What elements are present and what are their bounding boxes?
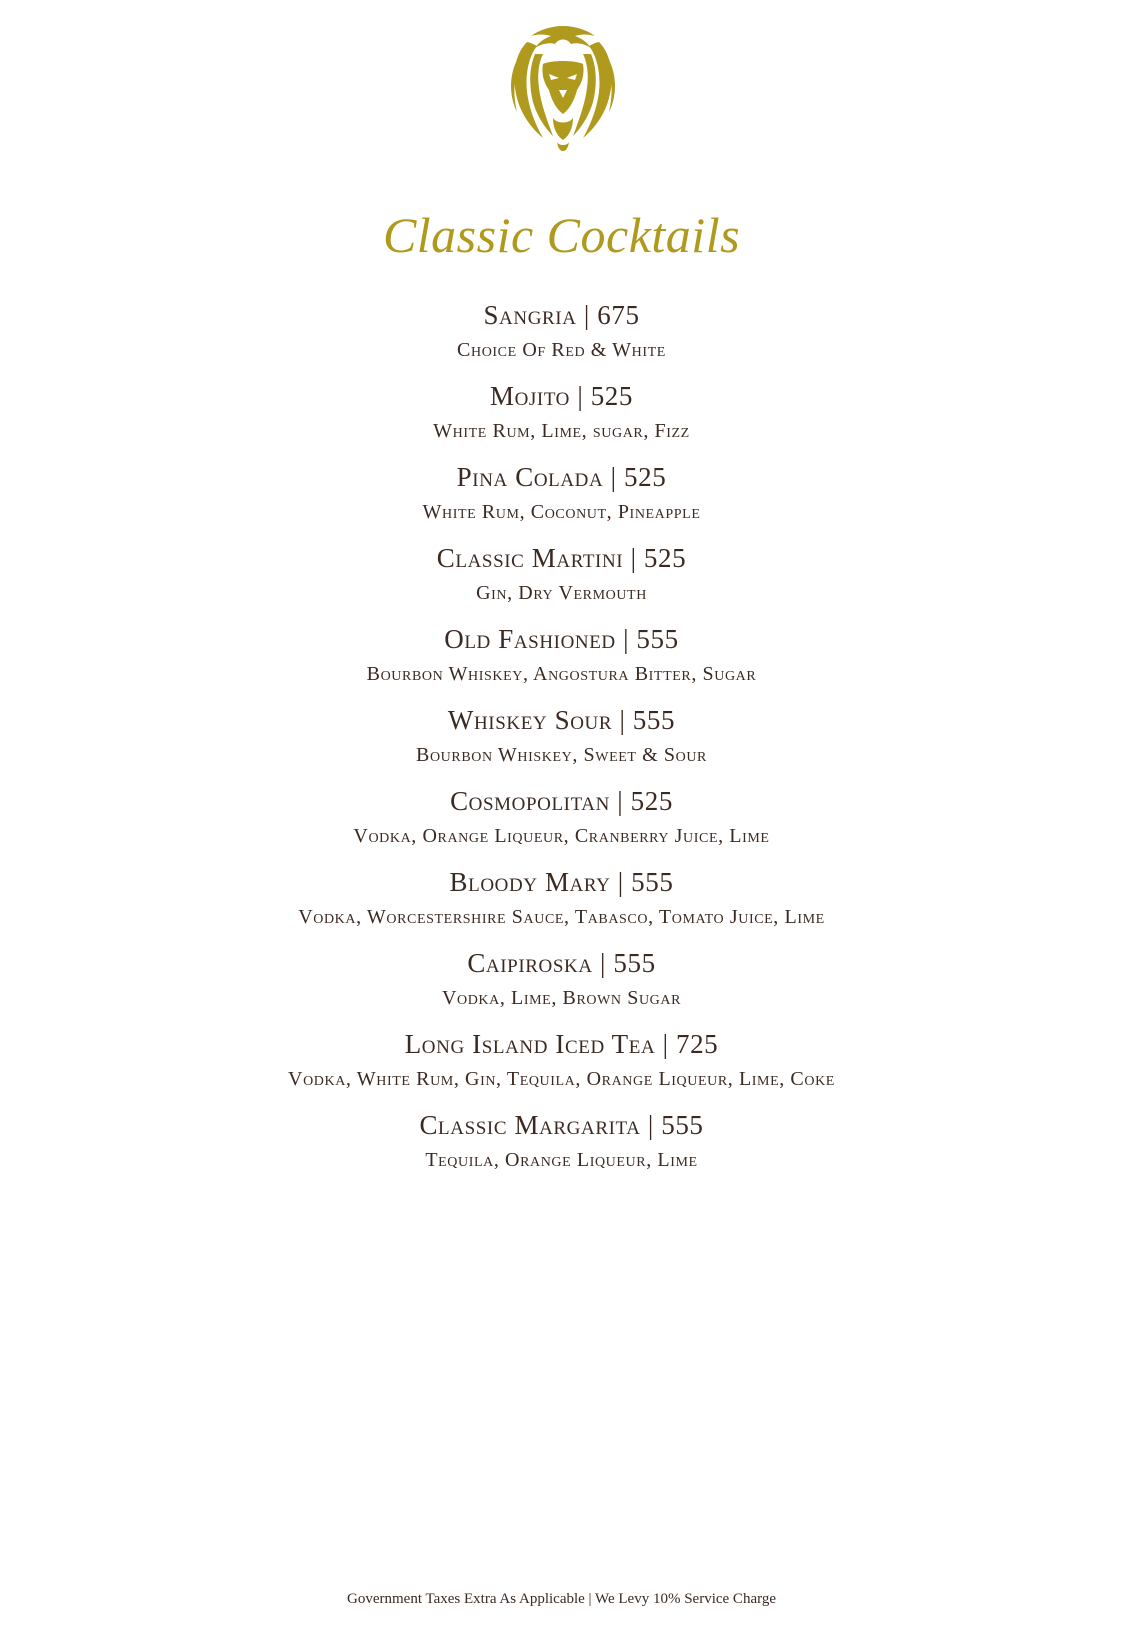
menu-item-description: Gin, Dry Vermouth bbox=[476, 582, 647, 604]
menu-item-description: White Rum, Lime, sugar, Fizz bbox=[433, 420, 690, 442]
menu-item-description: Tequila, Orange Liqueur, Lime bbox=[425, 1149, 698, 1171]
menu-item-name: Classic Martini | 525 bbox=[436, 543, 687, 573]
menu-item bbox=[0, 540, 1123, 621]
menu-item-name: Mojito | 525 bbox=[489, 381, 634, 411]
menu-item bbox=[0, 297, 1123, 378]
menu-item-name: Bloody Mary | 555 bbox=[449, 867, 674, 897]
menu-item-description: Bourbon Whiskey, Sweet & Sour bbox=[416, 744, 707, 766]
menu-item bbox=[0, 1107, 1123, 1188]
menu-item-name: Caipiroska | 555 bbox=[467, 948, 656, 978]
cocktail-menu-list bbox=[0, 297, 1123, 1188]
menu-item bbox=[0, 1026, 1123, 1107]
menu-item bbox=[0, 378, 1123, 459]
menu-item-description: White Rum, Coconut, Pineapple bbox=[422, 501, 701, 523]
lion-head-icon bbox=[507, 24, 619, 152]
menu-item-description: Vodka, Worcestershire Sauce, Tabasco, Tomato Juice, Lime bbox=[298, 906, 825, 928]
menu-item-description: Vodka, White Rum, Gin, Tequila, Orange Liqueur, Lime, Coke bbox=[288, 1068, 835, 1090]
menu-item-description: Bourbon Whiskey, Angostura Bitter, Sugar bbox=[366, 663, 757, 685]
menu-item bbox=[0, 702, 1123, 783]
footer-note: Government Taxes Extra As Applicable | We Levy 10% Service Charge bbox=[347, 1591, 776, 1607]
menu-item bbox=[0, 945, 1123, 1026]
menu-item-name: Old Fashioned | 555 bbox=[444, 624, 679, 654]
menu-item bbox=[0, 621, 1123, 702]
menu-item bbox=[0, 459, 1123, 540]
menu-item-name: Pina Colada | 525 bbox=[456, 462, 667, 492]
menu-item-name: Whiskey Sour | 555 bbox=[447, 705, 676, 735]
menu-item bbox=[0, 783, 1123, 864]
page-title: Classic Cocktails bbox=[382, 207, 741, 263]
menu-item-description: Vodka, Lime, Brown Sugar bbox=[441, 987, 682, 1009]
menu-item bbox=[0, 864, 1123, 945]
menu-item-name: Sangria | 675 bbox=[483, 300, 640, 330]
menu-item-name: Long Island Iced Tea | 725 bbox=[404, 1029, 719, 1059]
menu-item-description: Vodka, Orange Liqueur, Cranberry Juice, Lime bbox=[353, 825, 770, 847]
menu-item-name: Cosmopolitan | 525 bbox=[450, 786, 673, 816]
menu-item-name: Classic Margarita | 555 bbox=[419, 1110, 704, 1140]
menu-item-description: Choice Of Red & White bbox=[457, 339, 666, 361]
